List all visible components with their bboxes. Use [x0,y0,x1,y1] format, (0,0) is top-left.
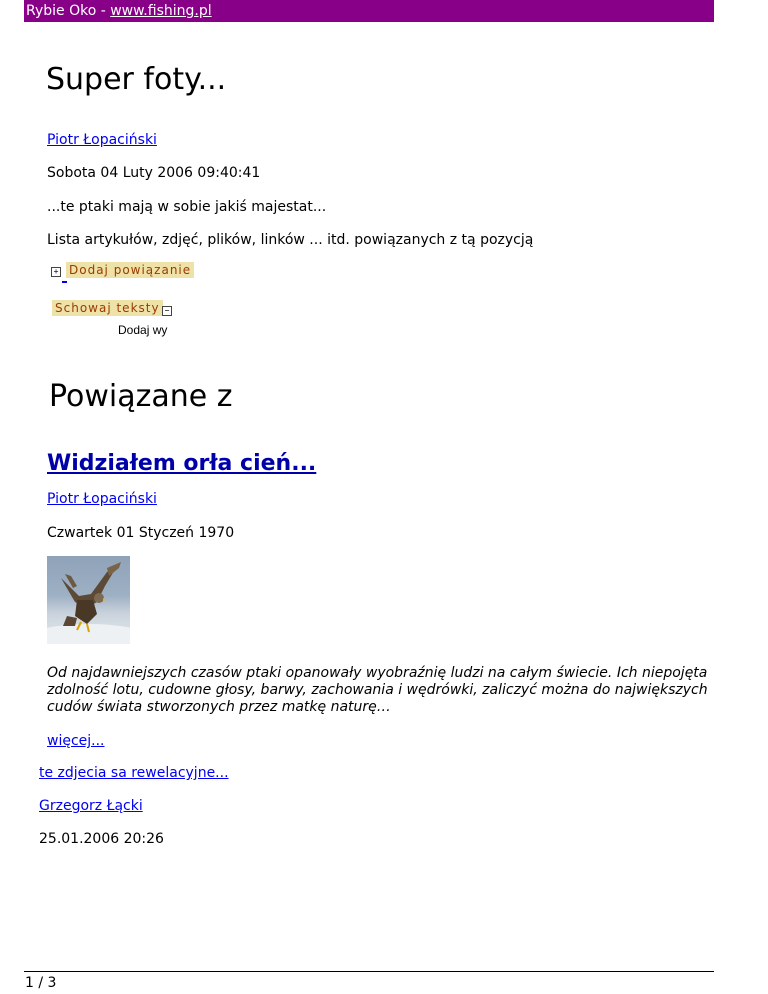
article-body: ...te ptaki mają w sobie jakiś majestat... [47,199,327,215]
related-item-author-link[interactable]: Piotr Łopaciński [47,491,157,507]
eagle-thumbnail[interactable] [47,556,130,644]
page-indicator: 1 / 3 [25,975,57,991]
footer-divider [24,971,714,972]
eagle-illustration-icon [47,556,130,644]
article-title: Super foty... [46,62,227,97]
related-item-excerpt: Od najdawniejszych czasów ptaki opanowały wyobraźnię ludzi na całym świecie. Ich niepojęta zdolność lotu, cudowne głosy, barwy, zachowania i wędrówki, zaliczyć można do największych cudów świata stworzonych przez matkę naturę… [47,665,708,715]
related-heading: Powiązane z [49,379,233,414]
add-out-label[interactable]: Dodaj wy [118,323,168,337]
comment-date: 25.01.2006 20:26 [39,831,164,847]
site-name: Rybie Oko - [26,3,111,19]
article-author-link[interactable]: Piotr Łopaciński [47,132,157,148]
site-header [24,0,714,22]
empty-link-underline[interactable] [62,281,67,283]
related-list-label: Lista artykułów, zdjęć, plików, linków ... itd. powiązanych z tą pozycją [47,232,534,248]
add-relation-button[interactable]: Dodaj powiązanie [66,262,194,278]
comment-title-link[interactable]: te zdjecia sa rewelacyjne... [39,765,229,781]
hide-texts-button[interactable]: Schowaj teksty [52,300,163,316]
comment-author-link[interactable]: Grzegorz Łącki [39,798,143,814]
site-url-link[interactable]: www.fishing.pl [110,3,212,19]
more-link[interactable]: więcej... [47,733,105,749]
plus-box-icon[interactable]: + [51,267,61,277]
minus-box-icon[interactable]: − [162,306,172,316]
article-date: Sobota 04 Luty 2006 09:40:41 [47,165,261,181]
related-item-date: Czwartek 01 Styczeń 1970 [47,525,235,541]
related-item-title-link[interactable]: Widziałem orła cień... [47,451,317,476]
